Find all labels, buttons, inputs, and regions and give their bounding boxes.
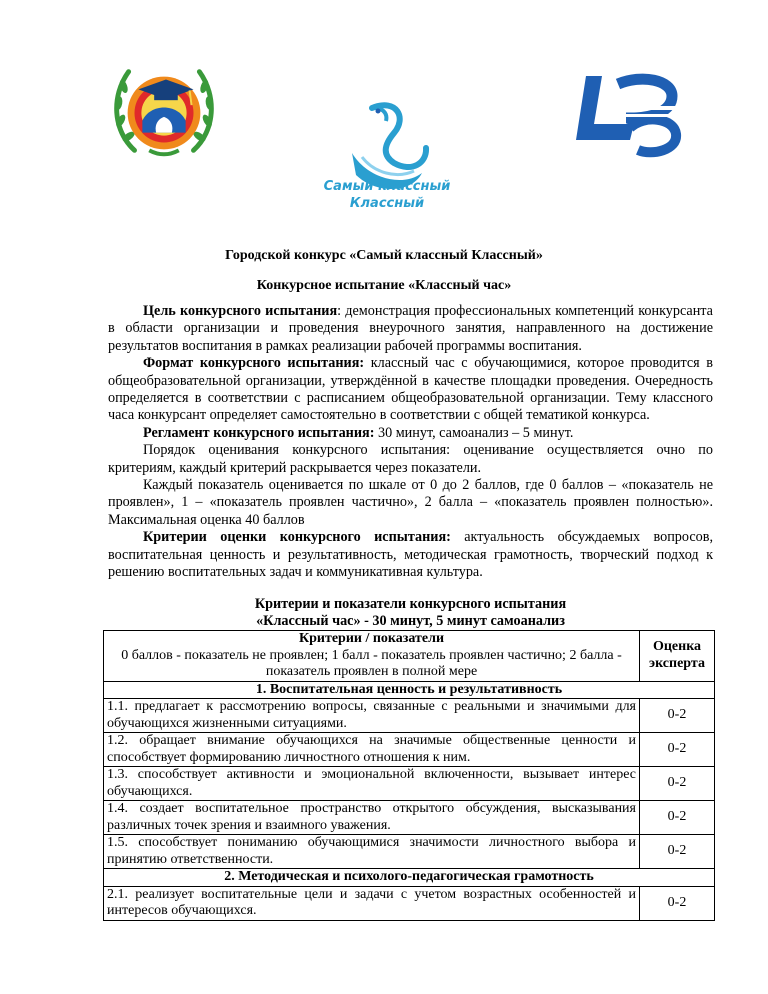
- paragraph-regulation: [108, 425, 713, 442]
- goal-label: Цель конкурсного испытания: [143, 303, 338, 319]
- table-header-row: [104, 631, 715, 682]
- header-criteria-title: Критерии / показатели: [298, 631, 445, 646]
- table-title-line2: «Классный час» - 30 минут, 5 минут самоанализ: [256, 613, 565, 629]
- logo-caption-line1: Самый классный: [323, 179, 451, 194]
- format-label: Формат конкурсного испытания:: [143, 355, 365, 372]
- table-row: [104, 835, 715, 869]
- indicator-score: 0-2: [640, 767, 715, 801]
- table-row: [104, 801, 715, 835]
- table-row: [104, 886, 715, 920]
- logo-caption: [322, 178, 452, 212]
- indicator-text: 2.1. реализует воспитательные цели и задачи с учетом возрастных особенностей и интересов обучающихся.: [104, 886, 640, 920]
- logo-caption-line2: Классный: [349, 196, 425, 211]
- paragraph-criteria: [108, 529, 713, 581]
- indicator-score: 0-2: [640, 801, 715, 835]
- regulation-label: Регламент конкурсного испытания:: [143, 424, 375, 441]
- table-title: [108, 596, 713, 630]
- table-row: [104, 733, 715, 767]
- indicator-text: 1.2. обращает внимание обучающихся на значимые общественные ценности и способствует формированию личностного отношения к ним.: [104, 733, 640, 767]
- criteria-text: актуальность обсуждаемых вопросов, воспитательная ценность и результативность, методическая грамотность, творческий подход к решению воспитательных задач и коммуникативная культура.: [108, 529, 713, 581]
- paragraph-evaluation-order: Порядок оценивания конкурсного испытания: оценивание осуществляется очно по критериям, каждый критерий раскрывается через показатели.: [108, 442, 713, 476]
- paragraph-format: [108, 355, 713, 425]
- teacher-wreath-emblem-icon: [105, 52, 223, 170]
- format-text: классный час с обучающимися, которое проводится в общеобразовательной организации, утверждённой в качестве площадки проведения. Очередность определяется в соответствии с расписанием общеобразовательной организации. Тему классного часа конкурсант определяет самостоятельно в соответствии с общей тематикой конкурса.: [108, 355, 714, 424]
- section-title: 1. Воспитательная ценность и результативность: [104, 681, 715, 699]
- indicator-score: 0-2: [640, 699, 715, 733]
- goal-text: : демонстрация профессиональных компетенций конкурсанта в области организации и проведения внеурочного занятия, направленного на достижение результатов воспитания в рамках реализации рабочей программы воспитания.: [108, 303, 713, 354]
- indicator-text: 1.5. способствует пониманию обучающимися значимости личностного выбора и принятию ответственности.: [104, 835, 640, 869]
- paragraph-goal: [108, 303, 713, 355]
- section-title: 2. Методическая и психолого-педагогическая грамотность: [104, 869, 715, 887]
- section-row: [104, 869, 715, 887]
- logo-area: [0, 0, 768, 240]
- indicator-score: 0-2: [640, 733, 715, 767]
- indicator-text: 1.3. способствует активности и эмоциональной включенности, вызывает интерес обучающихся.: [104, 767, 640, 801]
- table-row: [104, 767, 715, 801]
- indicator-text: 1.1. предлагает к рассмотрению вопросы, связанные с реальными и значимыми для обучающихся жизненными ситуациями.: [104, 699, 640, 733]
- header-score-cell: Оценка эксперта: [640, 631, 715, 682]
- header-criteria-cell: [104, 631, 640, 682]
- indicator-score: 0-2: [640, 886, 715, 920]
- indicator-text: 1.4. создает воспитательное пространство открытого обсуждения, высказывания различных точек зрения и взаимного уважения.: [104, 801, 640, 835]
- document-body: [108, 303, 713, 582]
- criteria-table: [103, 630, 715, 921]
- indicator-score: 0-2: [640, 835, 715, 869]
- page-title: Городской конкурс «Самый классный Классный»: [225, 248, 543, 263]
- table-row: [104, 699, 715, 733]
- paragraph-scale: Каждый показатель оценивается по шкале от 0 до 2 баллов, где 0 баллов – «показатель не проявлен», 1 – «показатель проявлен частично», 2 балла – «показатель проявлен полностью». Максимальная оценка 40 баллов: [108, 477, 713, 528]
- regulation-text: 30 минут, самоанализ – 5 минут.: [374, 424, 574, 441]
- table-title-line1: Критерии и показатели конкурсного испытания: [254, 596, 567, 612]
- header-criteria-note: 0 баллов - показатель не проявлен; 1 балл - показатель проявлен частично; 2 балла - показатель проявлен в полной мере: [121, 647, 622, 679]
- section-row: [104, 681, 715, 699]
- lro-logo-icon: [572, 66, 682, 158]
- page-subtitle: Конкурсное испытание «Классный час»: [256, 278, 512, 293]
- criteria-label: Критерии оценки конкурсного испытания:: [143, 529, 451, 546]
